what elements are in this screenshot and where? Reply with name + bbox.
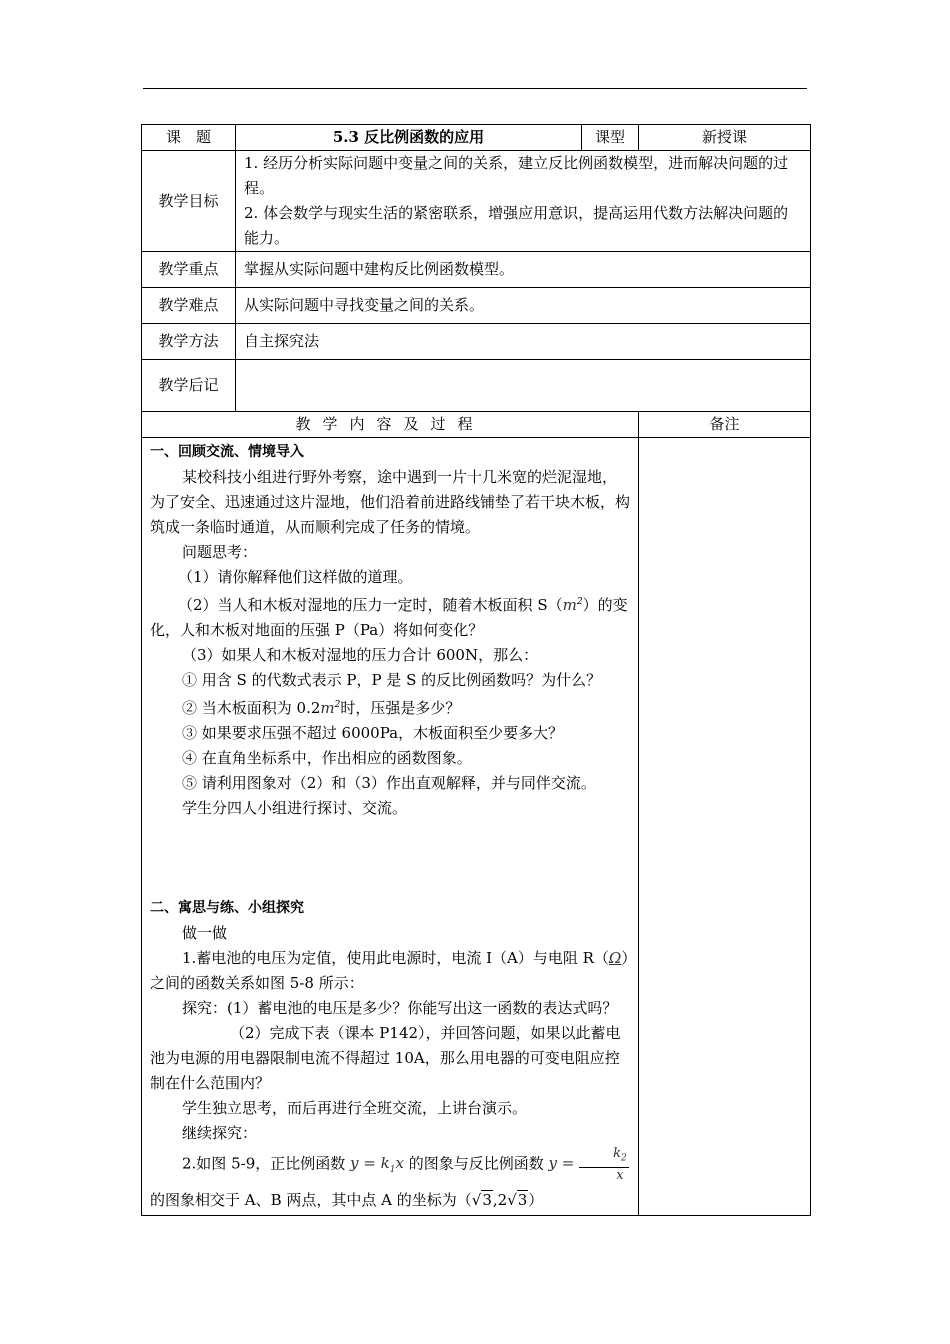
problem-2-text-a: 2.如图 5-9，正比例函数: [182, 1154, 346, 1173]
content-cell: [142, 438, 639, 1216]
objective-1: 1. 经历分析实际问题中变量之间的关系，建立反比例函数模型，进而解决问题的过程。: [244, 154, 789, 197]
formula-1-k: k: [380, 1154, 390, 1173]
sub-question-2-unit: m: [320, 699, 335, 717]
lesson-plan-table: [141, 124, 811, 1216]
formula-2-denominator: x: [616, 1167, 624, 1183]
formula-2-k-sub: 2: [620, 1153, 627, 1164]
sub-question-5: ⑤ 请利用图象对（2）和（3）作出直观解释，并与同伴交流。: [182, 774, 596, 792]
sub-question-1: ① 用含 S 的代数式表示 P，P 是 S 的反比例函数吗？为什么？: [182, 671, 602, 689]
coord-root-2: 3: [517, 1191, 528, 1210]
process-header: 教学内容及过程: [142, 412, 639, 438]
section2-title: 二、寓思与练、小组探究: [150, 900, 304, 916]
continue-explore: 继续探究：: [182, 1124, 258, 1142]
question-title: 问题思考：: [182, 543, 258, 561]
formula-2-fraction: [579, 1146, 629, 1183]
question-2-text-a: （2）当人和木板对湿地的压力一定时，随着木板面积 S（: [178, 596, 563, 614]
formula-1-x: x: [395, 1154, 404, 1173]
header-rule: [143, 88, 807, 89]
formula-2-y: y: [548, 1154, 557, 1173]
question-3: （3）如果人和木板对湿地的压力合计 600N，那么：: [182, 646, 539, 664]
independent-thinking: 学生独立思考，而后再进行全班交流，上讲台演示。: [182, 1099, 528, 1117]
sub-question-2: [150, 693, 630, 721]
group-discussion: 学生分四人小组进行探讨、交流。: [182, 799, 408, 817]
question-2: [150, 590, 630, 643]
formula-2: [548, 1146, 629, 1183]
question-1: （1）请你解释他们这样做的道理。: [178, 568, 413, 586]
objectives-label: 教学目标: [142, 151, 236, 252]
key-points-value: 掌握从实际问题中建构反比例函数模型。: [236, 252, 811, 288]
notes-header: 备注: [639, 412, 811, 438]
sub-question-2-exponent: 2: [334, 700, 341, 710]
formula-2-numerator: [579, 1146, 629, 1168]
section1-intro: 某校科技小组进行野外考察，途中遇到一片十几米宽的烂泥湿地，为了安全、迅速通过这片湿地，他们沿着前进路线铺垫了若干块木板，构筑成一条临时通道，从而顺利完成了任务的情境。: [150, 468, 631, 536]
explore-1: 探究：(1）蓄电池的电压是多少？你能写出这一函数的表达式吗？: [182, 999, 618, 1017]
notes-cell: [639, 438, 811, 1216]
section1-title: 一、回顾交流、情境导入: [150, 444, 304, 460]
coord-root-1: 3: [482, 1191, 492, 1210]
lesson-type-label: 课型: [582, 125, 639, 151]
problem-2-text-c: 的图象相交于 A、B 两点，其中点 A 的坐标为（: [150, 1191, 472, 1210]
sub-question-4: ④ 在直角坐标系中，作出相应的函数图象。: [182, 749, 472, 767]
afterword-value: [236, 360, 811, 412]
problem-2: 2.如图 5-9，正比例函数 $y = k_1x$ 的图象与反比例函数 y = $\frac{k_2}{x}$ 的图象相交于 A、B 两点，其中点 A 的坐标为（√3,2√3）: [150, 1146, 627, 1210]
method-label: 教学方法: [142, 324, 236, 360]
formula-2-eq: =: [556, 1154, 580, 1173]
method-value: 自主探究法: [236, 324, 811, 360]
sub-question-3: ③ 如果要求压强不超过 6000Pa，木板面积至少要多大？: [182, 724, 564, 742]
area-unit-exponent: 2: [576, 597, 583, 607]
explore-2: （2）完成下表（课本 P142），并回答问题，如果以此蓄电池为电源的用电器限制电流不得超过 10A，那么用电器的可变电阻应控制在什么范围内？: [150, 1024, 621, 1092]
formula-1-k-sub: 1: [389, 1165, 396, 1176]
sub-question-2-text-a: ② 当木板面积为 0.2: [182, 699, 321, 717]
coord-separator: ,2: [492, 1191, 508, 1210]
problem-1: [150, 946, 630, 996]
difficulties-value: 从实际问题中寻找变量之间的关系。: [236, 288, 811, 324]
formula-1: [350, 1154, 404, 1176]
area-unit: m: [562, 596, 577, 614]
problem-2-text-b: 的图象与反比例函数: [408, 1154, 544, 1173]
key-points-label: 教学重点: [142, 252, 236, 288]
sub-question-2-text-b: 时，压强是多少？: [340, 699, 461, 717]
difficulties-label: 教学难点: [142, 288, 236, 324]
formula-1-eq: =: [358, 1154, 381, 1173]
question-2-text-b: ）的变化，人和木板对地面的压强 P（Pa）将如何变化？: [150, 596, 628, 639]
blank-space: [150, 821, 630, 896]
ohm-symbol: Ω: [608, 949, 622, 967]
objectives-cell: [236, 151, 811, 252]
do-it-label: 做一做: [182, 924, 228, 942]
topic-value: 5.3 反比例函数的应用: [236, 125, 582, 151]
topic-label: 课 题: [142, 125, 236, 151]
formula-2-k: k: [613, 1146, 621, 1161]
afterword-label: 教学后记: [142, 360, 236, 412]
problem-1-text-a: 1.蓄电池的电压为定值，使用此电源时，电流 I（A）与电阻 R（: [182, 949, 609, 967]
lesson-type-value: 新授课: [639, 125, 811, 151]
formula-1-y: y: [350, 1154, 359, 1173]
problem-2-text-d: ）: [528, 1191, 544, 1210]
objective-2: 2. 体会数学与现实生活的紧密联系，增强应用意识，提高运用代数方法解决问题的能力。: [244, 204, 789, 247]
problem-1-text-b: ）之间的函数关系如图 5-8 所示：: [150, 949, 629, 992]
